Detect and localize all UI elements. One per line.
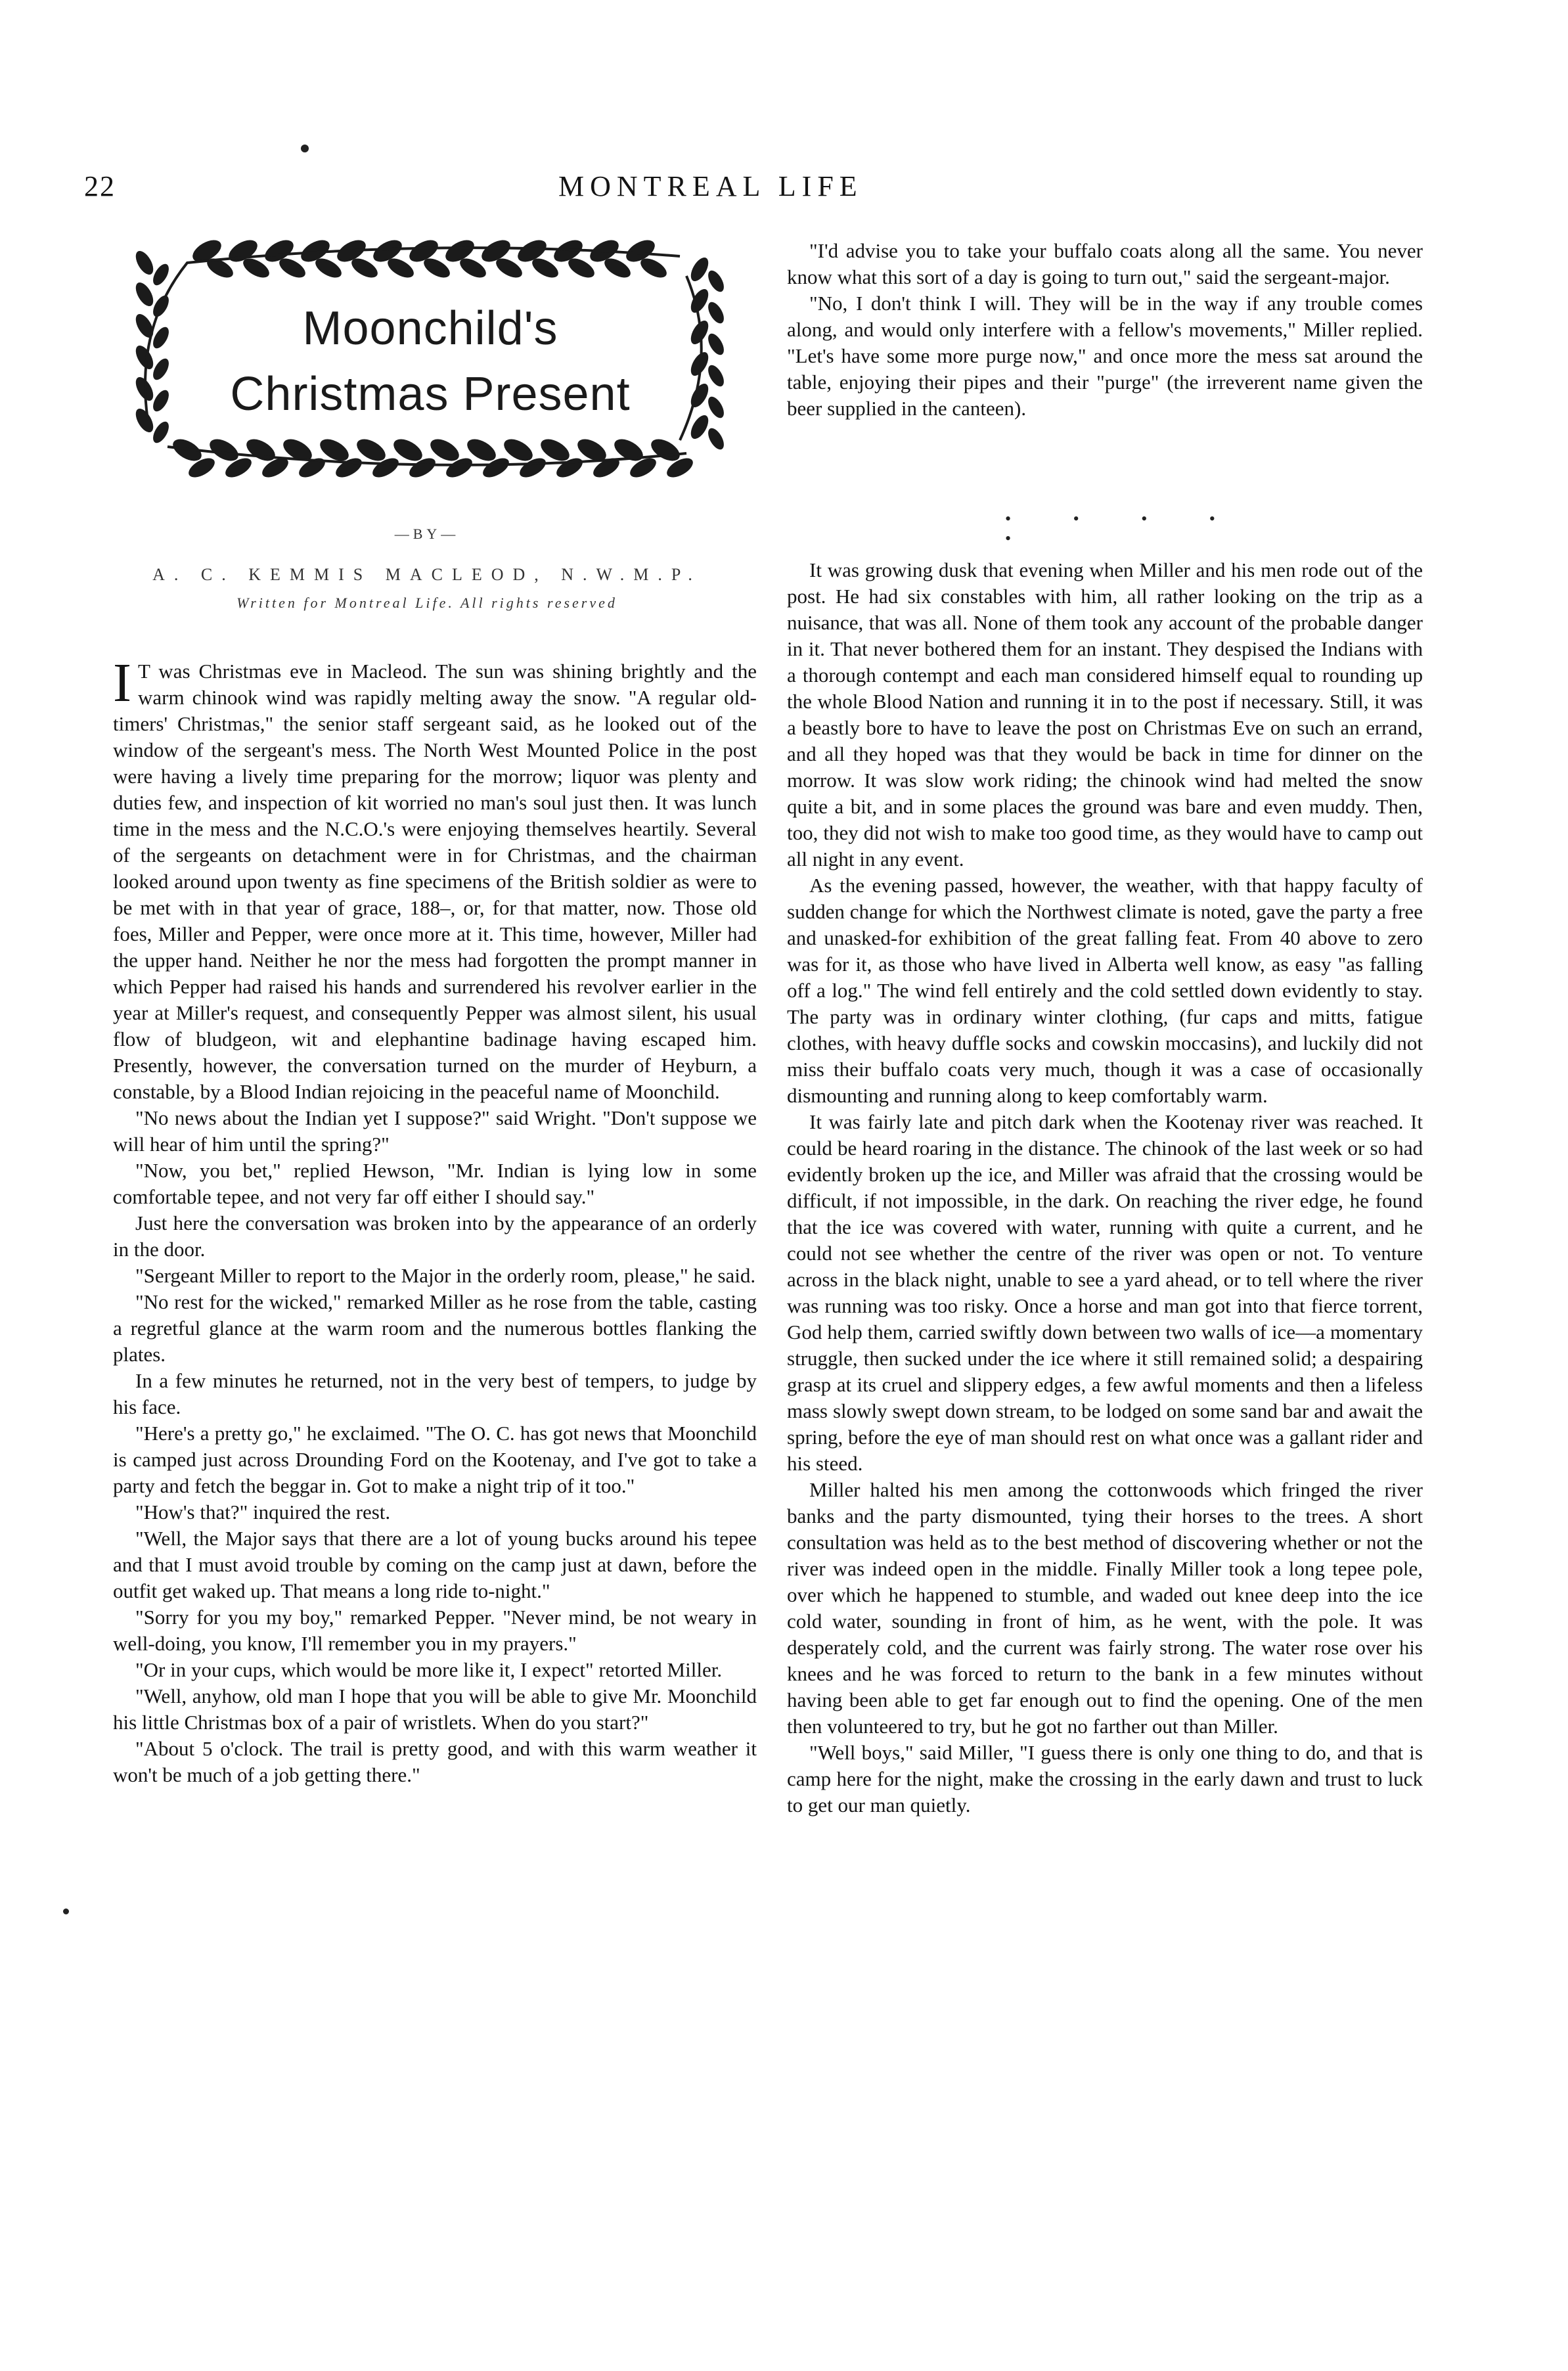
running-head: MONTREAL LIFE [558, 170, 863, 202]
paragraph: "Sergeant Miller to report to the Major in the orderly room, please," he said. [135, 1264, 756, 1287]
byline-author: A. C. KEMMIS MACLEOD, N.W.M.P. [152, 565, 702, 584]
left-column [113, 652, 757, 1788]
laurel-leaf [150, 261, 172, 288]
paragraph: "Here's a pretty go," he exclaimed. "The O. C. has got news that Moonchild is camped just across Drounding Ford on the Kootenay, and I've got to take a party and fetch the beggar in. Got to make a night trip of it too." [113, 1422, 757, 1497]
paragraph: "Well, anyhow, old man I hope that you will be able to give Mr. Moonchild his little Christmas box of a pair of wristlets. When do you start?" [113, 1684, 757, 1734]
paragraph: It was growing dusk that evening when Miller and his men rode out of the post. He had six constables with him, all rather looking on the trip as a nuisance, that was all. None of them took any account of the probable danger in it. That never bothered them for an instant. They despised the Indians with a thorough contempt and each man considered himself equal to rounding up the whole Blood Nation and running it in to the post if necessary. Still, it was a beastly bore to have to leave the post on Christmas Eve on such an errand, and all they hoped was that they would be back in time for dinner on the morrow. It was slow work riding; the chinook wind had melted the snow quite a bit, and in some places the ground was bare and even muddy. Then, too, they did not wish to make too good time, as they would have to camp out all night in any event. [787, 558, 1423, 870]
paragraph: "Well boys," said Miller, "I guess there is only one thing to do, and that is camp here for the night, make the crossing in the early dawn and trust to luck to get our man quietly. [787, 1741, 1423, 1817]
printer-dot [301, 145, 309, 152]
right-column-top [787, 238, 1423, 422]
paragraph: It was fairly late and pitch dark when the Kootenay river was reached. It could be heard roaring in the distance. The chinook of the last week or so had evidently broken up the ice, and Miller was afraid that the crossing would be difficult, if not impossible, in the dark. On reaching the river edge, he found that the ice was covered with water, running with quite a current, and he could not see whether the centre of the river was open or not. To venture across in the black night, unable to see a yard ahead, or to tell where the river was running was too risky. Once a horse and man got into that fierce torrent, God help them, carried swiftly down between two walls of ice—a momentary struggle, then sucked under the ice where it still remained solid; a despairing grasp at its cruel and slippery edges, a few awful moments and then a lifeless mass slowly swept down stream, to be lodged on some sand bar and await the spring, before the eye of man should rest on what once was a gallant rider and his steed. [787, 1110, 1423, 1475]
paragraph: In a few minutes he returned, not in the very best of tempers, to judge by his face. [113, 1369, 757, 1418]
right-column-main [787, 557, 1423, 1818]
laurel-leaf [705, 426, 727, 452]
paragraph: Miller halted his men among the cottonwoods which fringed the river banks and the party dismounted, tying their horses to the trees. A short consultation was held as to the best method of discovering whether or not the river was indeed open in the middle. Finally Miller took a long tepee pole, over which he happened to stumble, and waded out knee deep into the ice cold water, sounding in front of him, as he went, with the pole. It was desperately cold, and the current was fairly strong. The water rose over his knees and he was forced to return to the bank in a few minutes without having been able to get far enough out to find the opening. One of the men then volunteered to try, but he got no farther out than Miller. [787, 1478, 1423, 1738]
opening-paragraph-text: T was Christmas eve in Macleod. The sun was shining brightly and the warm chinook wind was rapidly melting away the snow. "A regular old-timers' Christmas," the senior staff sergeant said, as he looked out of the window of the sergeant's mess. The North West Mounted Police in the post were having a lively time preparing for the morrow; liquor was plenty and duties few, and inspection of kit worried no man's soul just then. It was lunch time in the mess and the N.C.O.'s were enjoying themselves heartily. Several of the sergeants on detachment were in for Christmas, and the chairman looked around upon twenty as fine specimens of the British soldier as were to be met with in that year of grace, 188–, or, for that matter, now. Those old foes, Miller and Pepper, were once more at it. This time, however, Miller had the upper hand. Neither he nor the mess had forgotten the prompt manner in which Pepper had raised his hands and surrendered his revolver earlier in the year at Miller's request, and consequently Pepper was almost silent, his usual flow of bludgeon, wit and elephantine badinage having escaped him. Presently, however, the conversation turned on the murder of Heyburn, a constable, by a Blood Indian rejoicing in the peaceful name of Moonchild. [113, 660, 757, 1103]
story-title-line1: Moonchild's [302, 302, 558, 355]
title-ornament-frame [108, 223, 752, 493]
paragraph: "About 5 o'clock. The trail is pretty good, and with this warm weather it won't be much of a job getting there." [113, 1737, 757, 1786]
paragraph: "I'd advise you to take your buffalo coats along all the same. You never know what this sort of a day is going to turn out," said the sergeant-major. [787, 239, 1423, 288]
drop-cap: I [113, 652, 131, 713]
paragraph: "Sorry for you my boy," remarked Pepper. "Never mind, be not weary in well-doing, you know, I'll remember you in my prayers." [113, 1606, 757, 1655]
paragraph: "Well, the Major says that there are a lot of young bucks around his tepee and that I must avoid trouble by coming on the camp just at dawn, before the outfit get waked up. That means a long ride to-night." [113, 1527, 757, 1602]
paragraph: "No, I don't think I will. They will be in the way if any trouble comes along, and would only interfere with a fellow's movements," Miller replied. "Let's have some more purge now," and once more the mess sat around the table, enjoying their pipes and their "purge" (the irreverent name given the beer supplied in the canteen). [787, 292, 1423, 420]
paragraph: "Or in your cups, which would be more like it, I expect" retorted Miller. [135, 1658, 723, 1681]
paragraph: "How's that?" inquired the rest. [135, 1501, 391, 1524]
paragraph: "Now, you bet," replied Hewson, "Mr. Indian is lying low in some comfortable tepee, and not very far off either I should say." [113, 1159, 757, 1208]
paragraph: "No rest for the wicked," remarked Miller as he rose from the table, casting a regretful glance at the warm room and the numerous bottles flanking the plates. [113, 1290, 757, 1366]
byline-copyright: Written for Montreal Life. All rights reserved [236, 595, 617, 611]
byline-by: —BY— [394, 526, 460, 542]
margin-dot [63, 1908, 69, 1914]
opening-paragraph [113, 652, 757, 1105]
laurel-leaf [705, 268, 727, 294]
page-number: 22 [84, 170, 116, 202]
paragraph: As the evening passed, however, the weather, with that happy faculty of sudden change for which the Northwest climate is noted, gave the party a free and unasked-for exhibition of the great falling feat. From 40 above to zero was for it, as those who have lived in Alberta well know, as easy "as falling off a log." The wind fell entirely and the cold settled down evidently to stay. The party was in ordinary winter clothing, (fur caps and mitts, fatigue clothes, with heavy duffle socks and cowskin moccasins), and luckily did not miss their buffalo coats very much, though it was a case of occasionally dismounting and running along to keep comfortably warm. [787, 874, 1423, 1107]
section-separator: • • • • • [1005, 509, 1244, 548]
paragraph: "No news about the Indian yet I suppose?" said Wright. "Don't suppose we will hear of him until the spring?" [113, 1106, 757, 1156]
story-title [108, 296, 752, 427]
paragraph: Just here the conversation was broken into by the appearance of an orderly in the door. [113, 1211, 757, 1261]
story-title-line2: Christmas Present [230, 368, 631, 420]
laurel-leaf [687, 255, 711, 284]
laurel-leaf [132, 248, 156, 278]
